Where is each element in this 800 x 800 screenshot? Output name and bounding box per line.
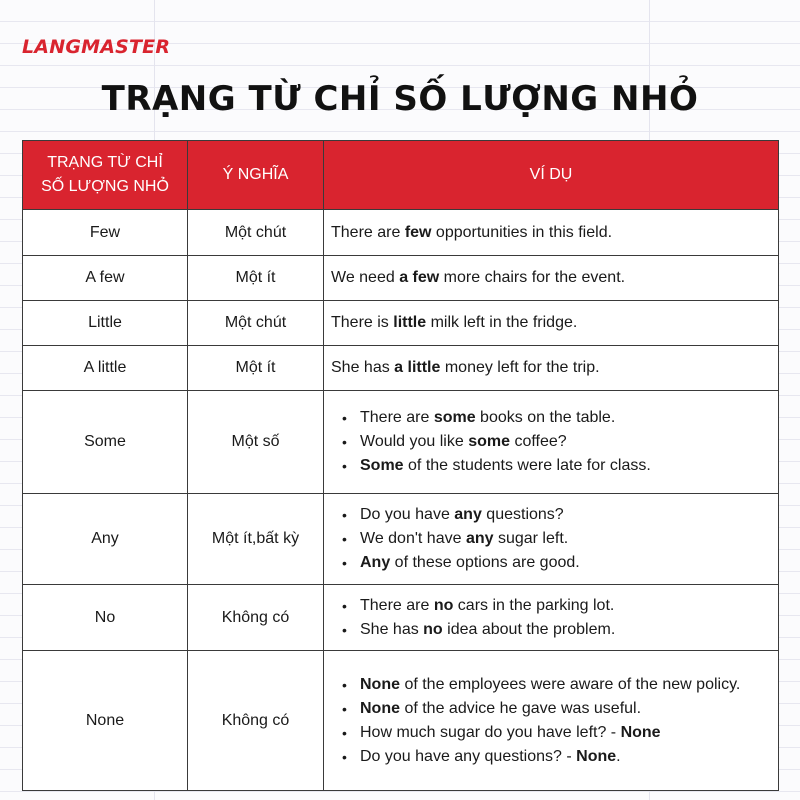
meaning-cell: Một ít,bất kỳ [188,494,324,585]
adverb-cell: Any [23,494,188,585]
adverb-cell: No [23,585,188,651]
example-keyword: Any [360,554,391,571]
example-keyword: a little [394,359,441,376]
meaning-cell: Một số [188,391,324,494]
adverb-cell: A few [23,256,188,301]
example-cell [324,585,779,651]
example-text: more chairs for the event. [439,269,626,286]
table-row [23,346,779,391]
example-text: of the advice he gave was useful. [400,699,642,717]
example-keyword: Some [360,457,404,474]
example-list [331,406,770,478]
header-adverb [23,141,188,210]
table-row [23,651,779,791]
adverb-cell: None [23,651,188,791]
example-text: We don't have [360,530,466,547]
example-cell [324,651,779,791]
example-text: idea about the problem. [442,620,616,638]
example-text: questions? [481,506,564,523]
example-item [331,745,770,769]
example-list [331,503,770,575]
example-cell [324,301,779,346]
meaning-cell: Một ít [188,256,324,301]
example-item [331,454,770,478]
table-row [23,256,779,301]
example-cell [324,210,779,256]
example-text: How much sugar do you have left? - [360,723,621,741]
example-text: There are [360,409,434,426]
example-text: We need [331,269,400,286]
adverb-cell: Little [23,301,188,346]
example-text: books on the table. [475,409,616,426]
example-text: Would you like [360,433,469,450]
meaning-cell: Không có [188,651,324,791]
table-row [23,391,779,494]
example-keyword: no [423,620,443,638]
example-text: . [616,747,621,765]
example-item [331,406,770,430]
example-text: Do you have any questions? - [360,747,577,765]
example-keyword: None [620,723,661,741]
example-keyword: any [465,530,494,547]
table-row [23,494,779,585]
example-item [331,673,770,697]
example-text: She has [331,359,395,376]
example-item [331,430,770,454]
example-item [331,551,770,575]
header-adverb-line2: SỐ LƯỢNG NHỎ [41,178,169,195]
example-cell [324,494,779,585]
meaning-cell: Một ít [188,346,324,391]
example-text: There is [331,314,394,331]
example-text: cars in the parking lot. [453,596,615,614]
example-text: of the students were late for class. [403,457,651,474]
example-keyword: a few [399,269,440,286]
header-meaning: Ý NGHĨA [188,141,324,210]
brand-logo: LANGMASTER [22,36,171,58]
example-item [331,594,770,618]
table-header-row [23,141,779,210]
example-text: Do you have [360,506,455,523]
example-keyword: None [360,675,400,693]
example-item [331,697,770,721]
example-item [331,527,770,551]
header-example: VÍ DỤ [324,141,779,210]
example-keyword: little [393,314,427,331]
meaning-cell: Một chút [188,301,324,346]
example-cell [324,256,779,301]
example-text: There are [331,223,405,241]
example-keyword: any [454,506,482,523]
meaning-cell: Một chút [188,210,324,256]
example-text: coffee? [510,433,567,450]
example-text: milk left in the fridge. [426,314,578,331]
example-item [331,503,770,527]
table-body [23,210,779,791]
table-row [23,585,779,651]
example-cell [324,391,779,494]
example-text: There are [360,596,434,614]
example-cell [324,346,779,391]
example-text: money left for the trip. [440,359,600,376]
adverb-cell: Few [23,210,188,256]
adverb-cell: A little [23,346,188,391]
example-item [331,721,770,745]
header-adverb-line1: TRẠNG TỪ CHỈ [47,154,163,171]
example-keyword: None [576,747,617,765]
example-text: of the employees were aware of the new policy. [400,675,741,693]
example-text: She has [360,620,424,638]
example-list [331,594,770,642]
example-keyword: some [468,433,510,450]
example-text: sugar left. [493,530,569,547]
example-keyword: None [360,699,400,717]
example-item [331,618,770,642]
example-keyword: some [433,409,476,426]
example-keyword: no [433,596,454,614]
meaning-cell: Không có [188,585,324,651]
adverb-table [22,140,779,791]
table-row [23,210,779,256]
example-keyword: few [404,223,432,241]
adverb-cell: Some [23,391,188,494]
example-list [331,673,770,769]
table-row [23,301,779,346]
example-text: of these options are good. [390,554,580,571]
example-text: opportunities in this field. [431,223,613,241]
page-title: TRẠNG TỪ CHỈ SỐ LƯỢNG NHỎ [101,79,699,119]
